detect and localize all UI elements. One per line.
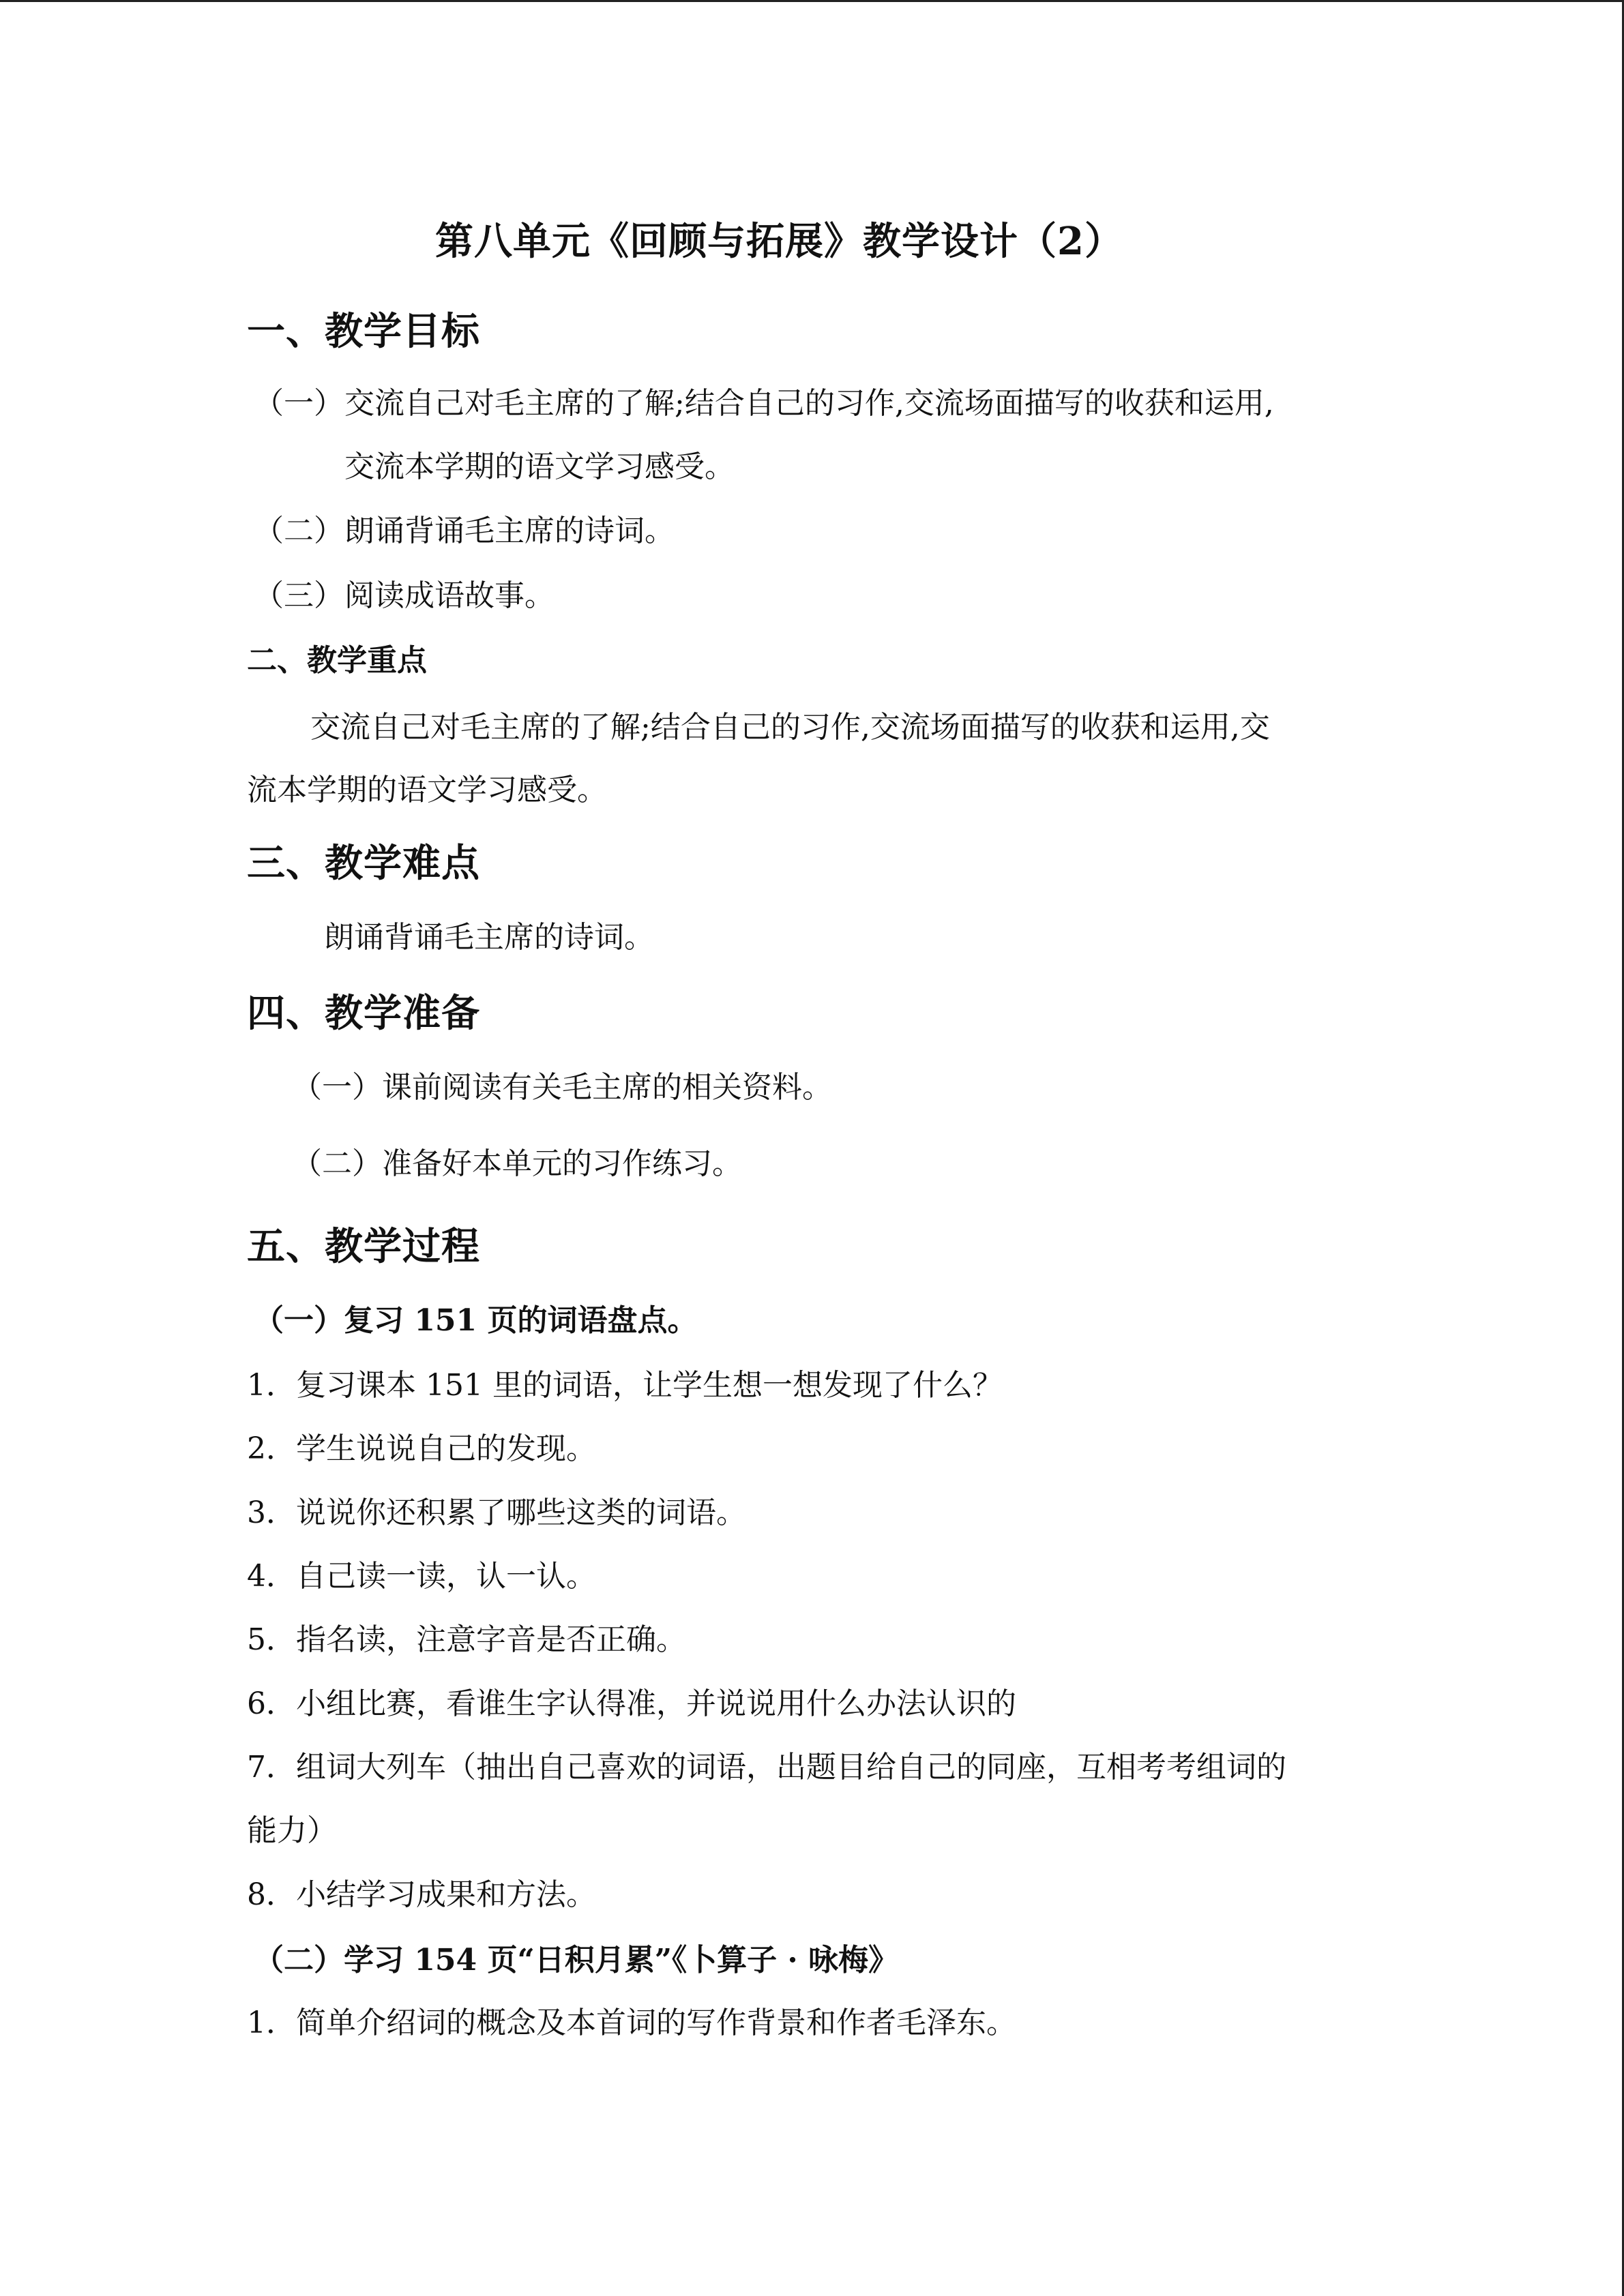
objective-text-1a: 交流自己对毛主席的了解;结合自己的习作,交流场面描写的收获和运用, xyxy=(344,386,1274,421)
objective-marker-3: （三） xyxy=(254,578,344,613)
process-step: 8．小结学习成果和方法。 xyxy=(247,1877,596,1912)
process-step: 3．说说你还积累了哪些这类的词语。 xyxy=(247,1495,746,1530)
objective-text-1b: 交流本学期的语文学习感受。 xyxy=(344,449,735,484)
section-heading-process: 五、教学过程 xyxy=(247,1224,480,1269)
preparation-item-2: （二）准备好本单元的习作练习。 xyxy=(292,1146,742,1181)
process-step: 1．简单介绍词的概念及本首词的写作背景和作者毛泽东。 xyxy=(247,2006,1016,2040)
process-step-continued: 能力） xyxy=(247,1813,337,1848)
process-sub-heading-2: （二）学习 154 页“日积月累”《卜算子 · 咏梅》 xyxy=(254,1943,899,1978)
section-heading-objectives: 一、教学目标 xyxy=(247,309,480,354)
process-step: 2．学生说说自己的发现。 xyxy=(247,1431,596,1466)
process-step: 6．小组比赛，看谁生字认得准，并说说用什么办法认识的 xyxy=(247,1686,1016,1721)
process-sub-heading-1: （一）复习 151 页的词语盘点。 xyxy=(254,1303,698,1338)
objective-text-2: 朗诵背诵毛主席的诗词。 xyxy=(344,513,675,548)
process-step: 5．指名读，注意字音是否正确。 xyxy=(247,1622,686,1657)
objective-marker-2: （二） xyxy=(254,513,344,548)
process-step: 4．自己读一读，认一认。 xyxy=(247,1559,596,1594)
section-heading-preparation: 四、教学准备 xyxy=(247,991,480,1036)
section-heading-key-points: 二、教学重点 xyxy=(247,643,427,678)
key-points-text-a: 交流自己对毛主席的了解;结合自己的习作,交流场面描写的收获和运用,交 xyxy=(310,710,1270,745)
key-points-text-b: 流本学期的语文学习感受。 xyxy=(247,773,607,807)
process-step: 1．复习课本 151 里的词语，让学生想一想发现了什么？ xyxy=(247,1368,1003,1403)
difficulties-text: 朗诵背诵毛主席的诗词。 xyxy=(324,920,654,955)
section-heading-difficulties: 三、教学难点 xyxy=(247,841,480,886)
page-title: 第八单元《回顾与拓展》教学设计（2） xyxy=(435,219,1123,264)
process-step: 7．组词大列车（抽出自己喜欢的词语，出题目给自己的同座，互相考考组词的 xyxy=(247,1750,1286,1785)
objective-marker-1: （一） xyxy=(254,386,344,421)
preparation-item-1: （一）课前阅读有关毛主席的相关资料。 xyxy=(292,1070,832,1105)
objective-text-3: 阅读成语故事。 xyxy=(344,578,555,613)
